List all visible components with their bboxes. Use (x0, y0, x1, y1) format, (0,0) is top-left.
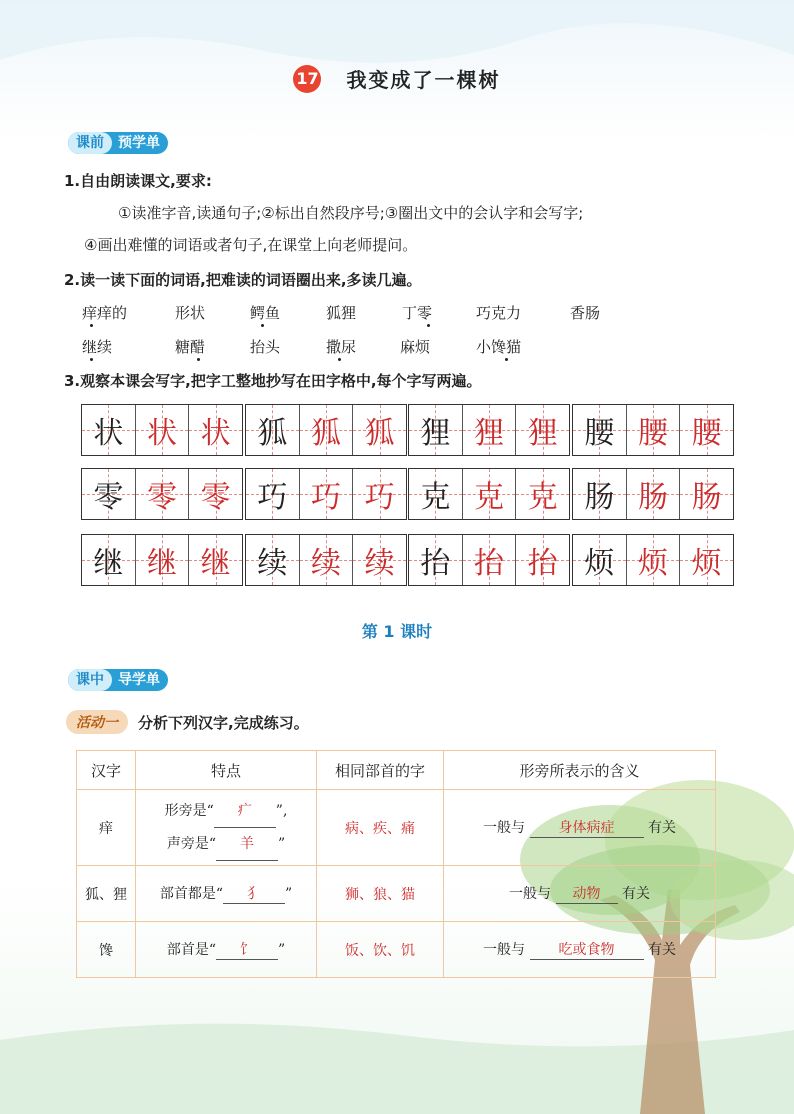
model-char: 继 (93, 546, 124, 581)
row-char: 狐、狸 (77, 866, 136, 922)
model-char: 巧 (257, 480, 288, 515)
practice-char: 巧 (311, 480, 341, 515)
word-item: 麻烦 (400, 338, 431, 356)
word-item: 糖醋 (175, 338, 206, 356)
practice-char: 烦 (638, 546, 668, 581)
model-char-cell (246, 405, 299, 455)
practice-char: 肠 (638, 480, 668, 515)
table-header: 相同部首的字 (317, 751, 444, 790)
practice-char-cell (352, 469, 406, 519)
dot-mark (427, 324, 430, 327)
practice-char-cell (626, 535, 680, 585)
model-char: 肠 (584, 480, 615, 515)
word-item: 痒痒的 (82, 304, 128, 322)
meaning-cell (444, 866, 716, 922)
model-char-cell (573, 535, 626, 585)
feature-prefix: 声旁是“ (166, 835, 216, 852)
table-row (77, 866, 716, 922)
practice-char-cell (188, 469, 242, 519)
practice-char: 巧 (364, 480, 395, 515)
meaning-cell (444, 790, 716, 866)
answer-blank: 饣 (216, 939, 278, 960)
practice-char-cell (188, 535, 242, 585)
practice-char: 克 (474, 480, 504, 515)
q1-line2: ④画出难懂的词语或者句子,在课堂上向老师提问。 (84, 236, 418, 254)
practice-char-cell (515, 535, 569, 585)
meaning-prefix: 一般与 (483, 820, 526, 836)
practice-char-cell (352, 535, 406, 585)
q1-line1: ①读准字音,读通句子;②标出自然段序号;③圈出文中的会认字和会写字; (118, 204, 584, 222)
practice-char-cell (515, 405, 569, 455)
model-char: 续 (257, 546, 288, 581)
practice-char: 狸 (527, 416, 558, 451)
dot-mark (90, 358, 93, 361)
word-item: 狐狸 (326, 304, 357, 322)
mid-tag-label-a: 课中 (68, 669, 112, 691)
meaning-prefix: 一般与 (509, 886, 552, 902)
feature-prefix: 部首是“ (166, 942, 216, 958)
row-feature (136, 790, 317, 866)
row-char: 痒 (77, 790, 136, 866)
practice-char: 抬 (527, 546, 558, 581)
tianzige-box (245, 468, 407, 520)
practice-char: 状 (200, 416, 231, 451)
pre-tag-label-b: 预学单 (118, 135, 160, 151)
practice-char-cell (299, 535, 353, 585)
activity-text: 分析下列汉字,完成练习。 (138, 713, 309, 732)
period-title: 第 1 课时 (361, 622, 433, 641)
answer-blank: 犭 (223, 883, 285, 904)
model-char: 抬 (420, 546, 451, 581)
tianzige-box (572, 534, 734, 586)
table-row (77, 922, 716, 978)
word-item: 小馋猫 (476, 338, 522, 356)
lesson-title: 我变成了一棵树 (346, 68, 501, 92)
lesson-number-badge: 17 (293, 65, 321, 93)
practice-char-cell (515, 469, 569, 519)
practice-char: 零 (200, 480, 231, 515)
answer-blank: 羊 (216, 828, 278, 861)
model-char-cell (82, 469, 135, 519)
practice-char-cell (679, 469, 733, 519)
dot-mark (90, 324, 93, 327)
model-char-cell (409, 405, 462, 455)
table-header: 汉字 (77, 751, 136, 790)
feature-prefix: 部首都是“ (159, 886, 223, 902)
mid-study-tag (68, 669, 168, 691)
model-char: 狸 (420, 416, 451, 451)
practice-char: 烦 (691, 546, 722, 581)
tianzige-box (572, 468, 734, 520)
feature-suffix: ” (285, 886, 293, 902)
model-char-cell (82, 535, 135, 585)
model-char: 狐 (257, 416, 288, 451)
activity-header (66, 710, 309, 734)
practice-char: 狸 (474, 416, 504, 451)
practice-char-cell (462, 469, 516, 519)
practice-char: 续 (364, 546, 395, 581)
meaning-suffix: 有关 (647, 942, 676, 958)
tianzige-box (245, 534, 407, 586)
practice-char-cell (135, 469, 189, 519)
word-item: 抬头 (250, 338, 281, 356)
row-feature (136, 922, 317, 978)
feature-suffix: ” (278, 942, 286, 958)
practice-char-cell (352, 405, 406, 455)
pre-study-tag (68, 132, 168, 154)
feature-prefix: 形旁是“ (164, 802, 214, 819)
practice-char-cell (299, 405, 353, 455)
meaning-prefix: 一般与 (483, 942, 526, 958)
tianzige-box (245, 404, 407, 456)
table-header-row (77, 751, 716, 790)
tianzige-box (81, 468, 243, 520)
same-radical-chars: 饭、饮、饥 (317, 922, 444, 978)
model-char-cell (246, 469, 299, 519)
word-item: 继续 (82, 338, 113, 356)
answer-blank: 吃或食物 (530, 939, 644, 960)
dot-mark (261, 324, 264, 327)
practice-char: 抬 (474, 546, 504, 581)
table-header: 特点 (136, 751, 317, 790)
model-char: 克 (420, 480, 451, 515)
practice-char: 继 (147, 546, 177, 581)
tianzige-box (408, 468, 570, 520)
practice-char: 腰 (638, 416, 668, 451)
activity-badge: 活动一 (66, 710, 128, 734)
meaning-suffix: 有关 (647, 820, 676, 836)
model-char-cell (573, 469, 626, 519)
model-char-cell (573, 405, 626, 455)
model-char: 零 (93, 480, 124, 515)
tianzige-box (408, 404, 570, 456)
table-row (77, 790, 716, 866)
dot-mark (338, 358, 341, 361)
practice-char-cell (679, 535, 733, 585)
tianzige-box (572, 404, 734, 456)
meaning-cell (444, 922, 716, 978)
practice-char-cell (462, 535, 516, 585)
practice-char: 狐 (364, 416, 395, 451)
dot-mark (505, 358, 508, 361)
answer-blank: 身体病症 (530, 817, 644, 838)
q3-title: 3.观察本课会写字,把字工整地抄写在田字格中,每个字写两遍。 (64, 372, 482, 390)
feature-suffix: ”, (275, 802, 288, 819)
model-char: 状 (93, 416, 124, 451)
meaning-suffix: 有关 (621, 886, 650, 902)
model-char-cell (409, 535, 462, 585)
same-radical-chars: 病、疾、痛 (317, 790, 444, 866)
row-feature (136, 866, 317, 922)
lesson-header (0, 64, 794, 93)
practice-char: 零 (147, 480, 177, 515)
word-item: 巧克力 (476, 304, 522, 322)
tianzige-box (408, 534, 570, 586)
tianzige-box (81, 534, 243, 586)
practice-char-cell (462, 405, 516, 455)
same-radical-chars: 狮、狼、猫 (317, 866, 444, 922)
word-item: 鳄鱼 (250, 304, 281, 322)
model-char-cell (82, 405, 135, 455)
word-item: 形状 (175, 304, 206, 322)
answer-blank: 动物 (556, 883, 618, 904)
dot-mark (197, 358, 200, 361)
word-item: 丁零 (402, 304, 433, 322)
mid-tag-label-b: 导学单 (118, 672, 160, 688)
q2-title: 2.读一读下面的词语,把难读的词语圈出来,多读几遍。 (64, 271, 422, 289)
practice-char: 克 (527, 480, 558, 515)
practice-char: 继 (200, 546, 231, 581)
model-char: 烦 (584, 546, 615, 581)
feature-suffix: ” (278, 835, 286, 852)
practice-char-cell (135, 405, 189, 455)
answer-blank: 疒 (214, 795, 276, 828)
practice-char-cell (299, 469, 353, 519)
model-char-cell (409, 469, 462, 519)
q1-title: 1.自由朗读课文,要求: (64, 172, 212, 190)
model-char-cell (246, 535, 299, 585)
practice-char-cell (679, 405, 733, 455)
practice-char: 状 (147, 416, 177, 451)
word-item: 撒尿 (326, 338, 357, 356)
practice-char-cell (626, 469, 680, 519)
practice-char: 续 (311, 546, 341, 581)
practice-char-cell (188, 405, 242, 455)
practice-char: 肠 (691, 480, 722, 515)
tianzige-box (81, 404, 243, 456)
pre-tag-label-a: 课前 (68, 132, 112, 154)
practice-char: 腰 (691, 416, 722, 451)
practice-char: 狐 (311, 416, 341, 451)
table-header: 形旁所表示的含义 (444, 751, 716, 790)
analysis-table (76, 750, 716, 978)
word-item: 香肠 (570, 304, 601, 322)
row-char: 馋 (77, 922, 136, 978)
model-char: 腰 (584, 416, 615, 451)
practice-char-cell (135, 535, 189, 585)
practice-char-cell (626, 405, 680, 455)
